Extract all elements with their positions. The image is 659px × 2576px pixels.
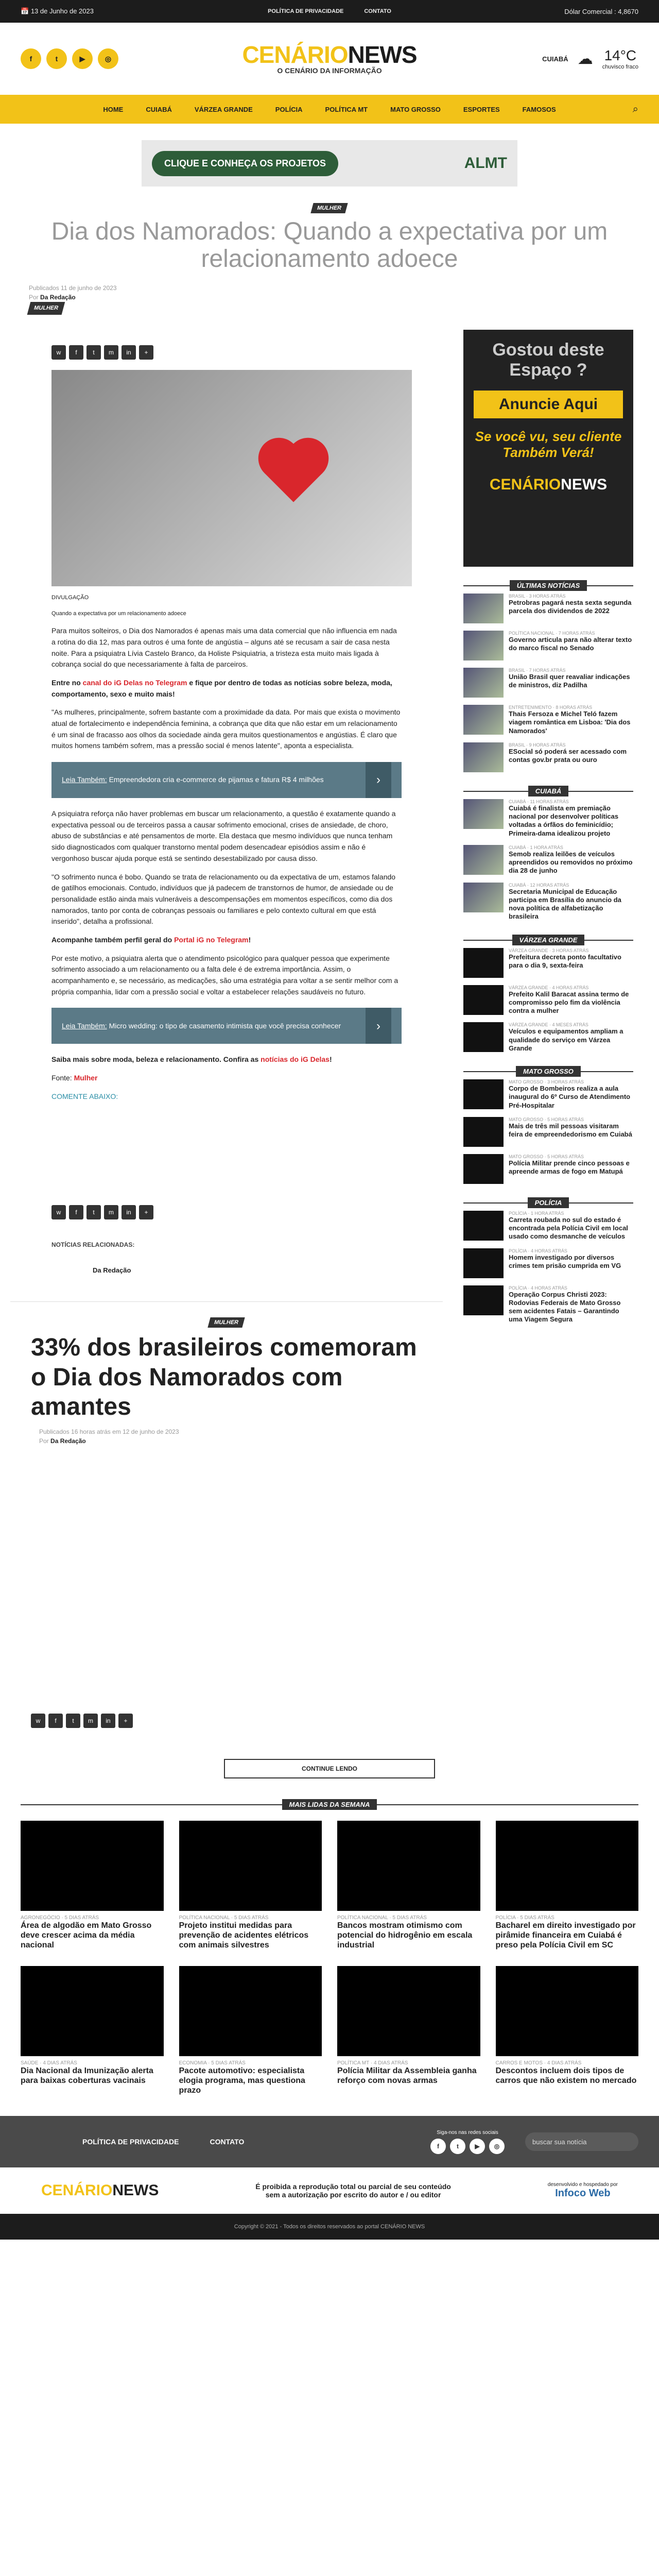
footer-search-input[interactable]: buscar sua notícia — [525, 2132, 638, 2151]
twitter-share-icon[interactable]: t — [66, 1714, 80, 1728]
paragraph: Entre no canal do iG Delas no Telegram e fique por dentro de todas as notícias sobre beleza, moda, comportamento, sexo e muito mais! — [51, 678, 392, 698]
most-read-card[interactable]: AGRONEGÓCIO · 5 DIAS ATRÁS Área de algodão em Mato Grosso deve crescer acima da média nacional — [21, 1821, 164, 1951]
article-meta: Publicados 11 de junho de 2023 Por Da Redação MULHER — [0, 283, 659, 315]
top-bar — [0, 0, 659, 23]
sidebar-news-item[interactable]: MATO GROSSO · 5 HORAS ATRÁS Mais de três mil pessoas visitaram feira de empreendedorismo em Cuiabá — [463, 1117, 633, 1147]
messenger-icon[interactable]: m — [83, 1714, 98, 1728]
section-title: VÁRZEA GRANDE — [512, 935, 585, 945]
news-thumbnail[interactable] — [463, 1022, 504, 1052]
sidebar — [463, 330, 633, 1738]
twitter-share-icon[interactable]: t — [86, 1205, 101, 1219]
news-thumbnail[interactable] — [463, 799, 504, 829]
contact-link[interactable]: CONTATO — [364, 8, 391, 14]
instagram-icon[interactable]: ◎ — [489, 2139, 505, 2154]
date-text: 📅 13 de Junho de 2023 — [21, 7, 94, 15]
sidebar-news-item[interactable]: VÁRZEA GRANDE · 4 MESES ATRÁS Veículos e equipamentos ampliam a qualidade do serviço em Várzea Grande — [463, 1022, 633, 1053]
source: Fonte: Mulher — [51, 1074, 98, 1082]
card-image[interactable] — [337, 1821, 480, 1911]
main-nav — [0, 95, 659, 124]
paragraph: Para muitos solteiros, o Dia dos Namorados é apenas mais uma data comercial que não influencia em nada a rotina do dia 12, mas para outros é uma fonte de angústia – alguns até se recusam a sair de casa nesta noite. Para a psiquiatra Lívia Castelo Branco, da Holiste Psiquiatria, a tristeza esta muito mais ligada à cobrança social do que necessariamente à falta de parceiros. — [51, 626, 397, 669]
section-title: ÚLTIMAS NOTÍCIAS — [510, 580, 587, 591]
card-image[interactable] — [496, 1821, 639, 1911]
continue-reading-button[interactable]: CONTINUE LENDO — [224, 1759, 435, 1778]
category-tag[interactable]: MULHER — [311, 203, 348, 213]
most-read-card[interactable]: POLÍCIA · 5 DIAS ATRÁS Bacharel em direito investigado por pirâmide financeira em Cuiabá é preso pela Polícia Civil em SC — [496, 1821, 639, 1951]
most-read-card[interactable]: POLÍTICA NACIONAL · 5 DIAS ATRÁS Projeto institui medidas para prevenção de acidentes elétricos com animais silvestres — [179, 1821, 322, 1951]
facebook-icon[interactable]: f — [430, 2139, 446, 2154]
share-bar — [51, 345, 443, 360]
section-title: CUIABÁ — [528, 786, 569, 796]
sidebar-news-item[interactable]: MATO GROSSO · 3 HORAS ATRÁS Corpo de Bombeiros realiza a aula inaugural do 6º Curso de Atendimento Pré-Hospitalar — [463, 1079, 633, 1110]
most-read-card[interactable]: POLÍTICA NACIONAL · 5 DIAS ATRÁS Bancos mostram otimismo com potencial do hidrogênio em escala industrial — [337, 1821, 480, 1951]
sidebar-news-item[interactable]: BRASIL · 7 HORAS ATRÁS União Brasil quer reavaliar indicações de ministros, diz Padilha — [463, 668, 633, 698]
weather-widget: CUIABÁ ☁ 14°C chuvisco fraco — [542, 47, 638, 70]
article-image — [51, 370, 412, 586]
sidebar-news-item[interactable]: MATO GROSSO · 5 HORAS ATRÁS Polícia Militar prende cinco pessoas e apreende armas de fogo em Matupá — [463, 1154, 633, 1184]
facebook-share-icon[interactable]: f — [48, 1714, 63, 1728]
sidebar-news-item[interactable]: POLÍCIA · 4 HORAS ATRÁS Homem investigado por diversos crimes tem prisão cumprida em VG — [463, 1248, 633, 1278]
news-thumbnail[interactable] — [463, 1285, 504, 1315]
paragraph: Acompanhe também perfil geral do Portal iG no Telegram! — [51, 935, 251, 944]
news-thumbnail[interactable] — [463, 845, 504, 875]
card-image[interactable] — [179, 1821, 322, 1911]
whatsapp-icon[interactable]: w — [51, 345, 66, 360]
category-tag-2[interactable]: MULHER — [27, 302, 65, 315]
source-link[interactable]: Mulher — [74, 1074, 98, 1082]
news-thumbnail[interactable] — [463, 631, 504, 660]
linkedin-icon[interactable]: in — [122, 345, 136, 360]
news-thumbnail[interactable] — [463, 594, 504, 623]
news-thumbnail[interactable] — [463, 1248, 504, 1278]
most-read-card[interactable]: POLÍTICA MT · 4 DIAS ATRÁS Polícia Militar da Assembleia ganha reforço com novas armas — [337, 1966, 480, 2096]
paragraph: Por este motivo, a psiquiatra alerta que o atendimento psicológico para qualquer pessoa que experimente sofrimento associado a um relacionamento ou a falta dele é de extrema importância. Assim, o acompanhamento e, se necessário, as medicações, são uma estratégia para voltar a se sentir melhor com a própria companhia, lidar com a pressão social e voltar a estabelecer relações saudáveis no futuro. — [51, 954, 398, 996]
most-read-title: MAIS LIDAS DA SEMANA — [282, 1799, 377, 1810]
news-thumbnail[interactable] — [463, 742, 504, 772]
read-also-box[interactable]: Leia Também: Micro wedding: o tipo de casamento intimista que você precisa conhecer › — [51, 1008, 402, 1044]
comment-label: COMENTE ABAIXO: — [51, 1092, 118, 1100]
youtube-icon[interactable]: ▶ — [72, 48, 93, 69]
sidebar-news-item[interactable]: POLÍCIA · 1 HORA ATRÁS Carreta roubada no sul do estado é encontrada pela Polícia Civil em local usado como desmanche de veículos — [463, 1211, 633, 1241]
telegram-link[interactable]: canal do iG Delas no Telegram — [82, 678, 187, 687]
dolar-rate: Dólar Comercial : 4,8670 — [564, 7, 638, 15]
sidebar-news-item[interactable]: POLÍCIA · 4 HORAS ATRÁS Operação Corpus Christi 2023: Rodovias Federais de Mato Grosso sem acidentes Fatais – Garantindo uma Viagem Segura — [463, 1285, 633, 1324]
most-read-section — [21, 1799, 638, 2095]
paragraph: "As mulheres, principalmente, sofrem bastante com a proximidade da data. Por mais que exista o movimento atual de fortalecimento e independência feminina, a cobrança que dita que não estar em um relacionamento é um sinal de fracasso aos olhos da sociedade ainda gera muitos questionamentos e angústias. É claro que muitos homens também sofrem, mas a pressão social é menos latente", aponta a especialista. — [51, 708, 401, 750]
twitter-icon[interactable]: t — [46, 48, 67, 69]
sidebar-ad[interactable]: Gostou deste Espaço ? Anuncie Aqui Se você vu, seu cliente Também Verá! CENÁRIONEWS — [463, 330, 633, 567]
related-author[interactable]: Da Redação — [93, 1266, 131, 1275]
paragraph: Saiba mais sobre moda, beleza e relacionamento. Confira as notícias do iG Delas! — [51, 1055, 332, 1064]
chevron-right-icon: › — [366, 762, 391, 798]
related-title: NOTÍCIAS RELACIONADAS: — [51, 1241, 135, 1249]
whatsapp-icon[interactable]: w — [51, 1205, 66, 1219]
footer-info: CENÁRIONEWS É proibida a reprodução total ou parcial de seu conteúdo sem a autorização por escrito do autor e / ou editor desenvolvido e hospedado por Infoco Web — [41, 2182, 618, 2199]
sidebar-news-item[interactable]: VÁRZEA GRANDE · 4 HORAS ATRÁS Prefeito Kalil Baracat assina termo de compromisso pelo fim da violência contra a mulher — [463, 985, 633, 1015]
news-thumbnail[interactable] — [463, 985, 504, 1015]
footer-contact-link[interactable]: CONTATO — [210, 2138, 245, 2146]
delas-link[interactable]: notícias do iG Delas — [261, 1055, 330, 1064]
news-thumbnail[interactable] — [463, 1211, 504, 1241]
news-thumbnail[interactable] — [463, 1079, 504, 1109]
whatsapp-icon[interactable]: w — [31, 1714, 45, 1728]
article-title: Dia dos Namorados: Quando a expectativa por um relacionamento adoece — [51, 218, 608, 273]
linkedin-icon[interactable]: in — [101, 1714, 115, 1728]
sidebar-news-item[interactable]: CUIABÁ · 1 HORA ATRÁS Semob realiza leilões de veículos apreendidos ou removidos no próximo dia 28 de junho — [463, 845, 633, 875]
instagram-icon[interactable]: ◎ — [98, 48, 118, 69]
sidebar-news-item[interactable]: VÁRZEA GRANDE · 3 HORAS ATRÁS Prefeitura decreta ponto facultativo para o dia 9, sexta-feira — [463, 948, 633, 978]
footer-bar: POLÍTICA DE PRIVACIDADE CONTATO Siga-nos nas redes sociais f t ▶ ◎ buscar sua notícia — [0, 2116, 659, 2167]
facebook-icon[interactable]: f — [21, 48, 41, 69]
paragraph: A psiquiatra reforça não haver problemas em buscar um relacionamento, a questão é exatamente quando a expectativa pessoal ou de terceiros passa a causar sofrimento emocional, crises de ansiedade, de choro, abuso de substâncias e até pensamentos de morte. Ela destaca que mesmo indivíduos que nunca tenham sido diagnosticados com qualquer transtorno mental podem desencadear episódios assim e não é vergonhoso buscar ajuda porque está se sentindo desestabilizado por causa disso. — [51, 809, 396, 862]
most-read-card[interactable]: SAÚDE · 4 DIAS ATRÁS Dia Nacional da Imunização alerta para baixas coberturas vacinais — [21, 1966, 164, 2096]
nav-famosos[interactable]: FAMOSOS — [522, 105, 556, 113]
nav-cuiaba[interactable]: CUIABÁ — [146, 105, 172, 113]
most-read-card[interactable]: CARROS E MOTOS · 4 DIAS ATRÁS Descontos incluem dois tipos de carros que não existem no mercado — [496, 1966, 639, 2096]
nav-politica-mt[interactable]: POLÍTICA MT — [325, 105, 368, 113]
sidebar-news-item[interactable]: ENTRETENIMENTO · 8 HORAS ATRÁS Thais Fersoza e Michel Teló fazem viagem romântica em Lisboa: 'Dia dos Namorados' — [463, 705, 633, 735]
facebook-share-icon[interactable]: f — [69, 1205, 83, 1219]
sidebar-news-item[interactable]: CUIABÁ · 11 HORAS ATRÁS Cuiabá é finalista em premiação nacional por desenvolver políticas voltadas a órfãos do feminicídio; Primeira-dama idealizou projeto — [463, 799, 633, 838]
image-credit: DIVULGAÇÃO — [51, 595, 89, 601]
card-image[interactable] — [21, 1821, 164, 1911]
news-thumbnail[interactable] — [463, 883, 504, 912]
share-bar — [31, 1714, 443, 1728]
news-thumbnail[interactable] — [463, 1154, 504, 1184]
linkedin-icon[interactable]: in — [122, 1205, 136, 1219]
youtube-icon[interactable]: ▶ — [470, 2139, 485, 2154]
twitter-icon[interactable]: t — [450, 2139, 465, 2154]
image-caption: Quando a expectativa por um relacionamento adoece — [51, 611, 186, 617]
plus-icon[interactable]: + — [139, 1205, 153, 1219]
card-image[interactable] — [496, 1966, 639, 2056]
nav-home[interactable]: HOME — [103, 105, 124, 113]
messenger-icon[interactable]: m — [104, 1205, 118, 1219]
plus-icon[interactable]: + — [139, 345, 153, 360]
most-read-card[interactable]: ECONOMIA · 5 DIAS ATRÁS Pacote automotivo: especialista elogia programa, mas questiona prazo — [179, 1966, 322, 2096]
privacy-link[interactable]: POLÍTICA DE PRIVACIDADE — [268, 8, 344, 14]
article2-meta: Publicados 16 horas atrás em 12 de junho de 2023 Por Da Redação — [39, 1428, 179, 1445]
messenger-icon[interactable]: m — [104, 345, 118, 360]
chevron-right-icon: › — [366, 1008, 391, 1044]
search-icon[interactable]: ⌕ — [632, 103, 638, 115]
plus-icon[interactable]: + — [118, 1714, 133, 1728]
card-image[interactable] — [21, 1966, 164, 2056]
banner-ad[interactable]: CLIQUE E CONHEÇA OS PROJETOS ALMT — [142, 140, 517, 187]
site-logo[interactable]: CENÁRIONEWS O CENÁRIO DA INFORMAÇÃO — [242, 41, 417, 75]
section-title: POLÍCIA — [528, 1197, 569, 1208]
card-image[interactable] — [337, 1966, 480, 2056]
nav-varzea-grande[interactable]: VÁRZEA GRANDE — [194, 105, 253, 113]
share-bar — [51, 1205, 443, 1219]
nav-policia[interactable]: POLÍCIA — [275, 105, 303, 113]
news-thumbnail[interactable] — [463, 1117, 504, 1147]
article2-title[interactable]: 33% dos brasileiros comemoram o Dia dos Namorados com amantes — [31, 1334, 417, 1421]
category-tag[interactable]: MULHER — [208, 1317, 245, 1328]
sidebar-news-item[interactable]: BRASIL · 3 HORAS ATRÁS Petrobras pagará nesta sexta segunda parcela dos dividendos de 2022 — [463, 594, 633, 623]
card-image[interactable] — [179, 1966, 322, 2056]
news-thumbnail[interactable] — [463, 668, 504, 698]
sidebar-news-item[interactable]: BRASIL · 9 HORAS ATRÁS ESocial só poderá ser acessado com contas gov.br prata ou ouro — [463, 742, 633, 772]
section-title: MATO GROSSO — [516, 1066, 581, 1077]
twitter-share-icon[interactable]: t — [86, 345, 101, 360]
nav-mato-grosso[interactable]: MATO GROSSO — [390, 105, 441, 113]
copyright: Copyright © 2021 - Todos os direitos reservados ao portal CENÁRIO NEWS — [0, 2214, 659, 2240]
cloud-rain-icon: ☁ — [577, 50, 593, 67]
read-also-box[interactable]: Leia Também: Empreendedora cria e-commerce de pijamas e fatura R$ 4 milhões › — [51, 762, 402, 798]
nav-esportes[interactable]: ESPORTES — [463, 105, 500, 113]
sidebar-news-item[interactable]: CUIABÁ · 12 HORAS ATRÁS Secretaria Municipal de Educação participa em Brasília do anuncio da nova política de alfabetização brasileira — [463, 883, 633, 921]
heart-shape — [264, 444, 322, 502]
portal-telegram-link[interactable]: Portal iG no Telegram — [174, 935, 249, 944]
news-thumbnail[interactable] — [463, 705, 504, 735]
header — [0, 23, 659, 95]
footer-privacy-link[interactable]: POLÍTICA DE PRIVACIDADE — [82, 2138, 179, 2146]
facebook-share-icon[interactable]: f — [69, 345, 83, 360]
paragraph: "O sofrimento nunca é bobo. Quando se trata de relacionamento ou da expectativa de um, estamos falando de gatilhos emocionais. Contudo, indivíduos que já padecem de transtornos de humor, de ansiedade ou de personalidade estão ainda mais vulneráveis a descompensações em momentos específicos, como dia dos namorados, tanto por conta de cobranças pessoais ou familiares e pelo contexto cultural em que está inserido", detalha a profissional. — [51, 872, 396, 926]
news-thumbnail[interactable] — [463, 948, 504, 978]
sidebar-news-item[interactable]: POLÍTICA NACIONAL · 7 HORAS ATRÁS Governo articula para não alterar texto do marco fiscal no Senado — [463, 631, 633, 660]
